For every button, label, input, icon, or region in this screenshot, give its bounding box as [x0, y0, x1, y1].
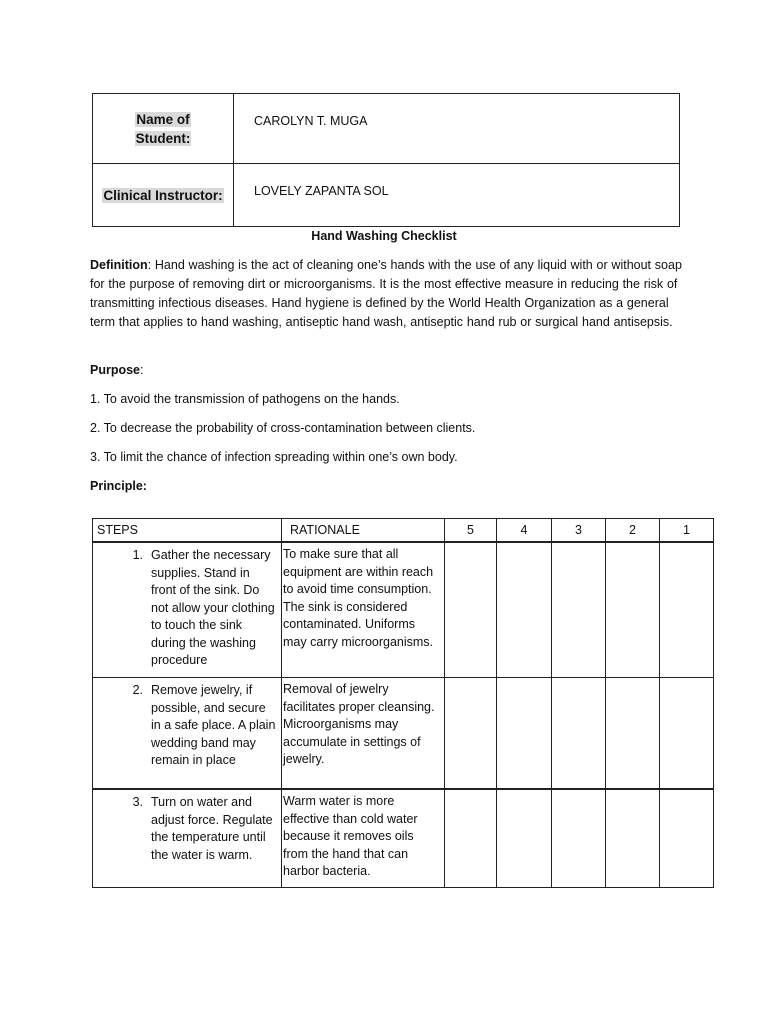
rationale-text: To make sure that all equipment are within reach to avoid time consumption. The sink is considered contaminated. Uniforms may carry microorganisms. — [282, 542, 445, 678]
student-name-cell — [234, 94, 680, 164]
step-number: 1. — [132, 548, 143, 562]
score-cell-1[interactable] — [660, 678, 714, 790]
definition-text: : Hand washing is the act of cleaning one’s hands with the use of any liquid with or without soap for the purpose of removing dirt or microorganisms. It is the most effective measure in reducing the risk of transmitting infectious diseases. Hand hygiene is defined by the World Health Organization as a general term that applies to hand washing, antiseptic hand wash, antiseptic hand rub or surgical hand antisepsis. — [90, 258, 682, 329]
purpose-item-3: 3. To limit the chance of infection spreading within one’s own body. — [90, 450, 458, 464]
score-cell-1[interactable] — [660, 542, 714, 678]
definition-label: Definition — [90, 258, 148, 272]
purpose-heading — [90, 361, 690, 380]
purpose-item-1: 1. To avoid the transmission of pathogens on the hands. — [90, 392, 400, 406]
score-cell-1[interactable] — [660, 789, 714, 888]
col-header-score-5: 5 — [445, 519, 497, 543]
definition-paragraph — [90, 256, 690, 332]
purpose-item-2: 2. To decrease the probability of cross-contamination between clients. — [90, 421, 476, 435]
table-row — [93, 678, 714, 790]
score-cell-2[interactable] — [606, 542, 660, 678]
student-label-line1: Name of — [136, 111, 190, 127]
col-header-score-1: 1 — [660, 519, 714, 543]
score-cell-5[interactable] — [445, 678, 497, 790]
score-cell-3[interactable] — [552, 789, 606, 888]
rationale-text: Warm water is more effective than cold water because it removes oils from the hand that can harbor bacteria. — [282, 789, 445, 888]
score-cell-4[interactable] — [497, 678, 552, 790]
student-label-cell — [93, 94, 234, 164]
score-cell-4[interactable] — [497, 789, 552, 888]
instructor-name: LOVELY ZAPANTA SOL — [254, 184, 389, 199]
principle-heading — [90, 477, 690, 496]
score-cell-2[interactable] — [606, 678, 660, 790]
step-text: Gather the necessary supplies. Stand in front of the sink. Do not allow your clothing to touch the sink during the washing procedure — [151, 548, 275, 667]
instructor-name-cell — [234, 164, 680, 227]
principle-label: Principle: — [90, 479, 147, 493]
step-cell — [93, 789, 282, 888]
col-header-score-3: 3 — [552, 519, 606, 543]
student-name: CAROLYN T. MUGA — [254, 114, 368, 128]
col-header-steps: STEPS — [93, 519, 282, 543]
step-text: Remove jewelry, if possible, and secure in a safe place. A plain wedding band may remain in place — [151, 683, 276, 767]
checklist-header-row — [93, 519, 714, 543]
score-cell-2[interactable] — [606, 789, 660, 888]
col-header-rationale: RATIONALE — [282, 519, 445, 543]
score-cell-4[interactable] — [497, 542, 552, 678]
student-info-table — [92, 93, 680, 227]
table-row — [93, 789, 714, 888]
step-number: 2. — [132, 683, 143, 697]
purpose-label: Purpose — [90, 363, 141, 377]
score-cell-3[interactable] — [552, 542, 606, 678]
instructor-label: Clinical Instructor: — [103, 187, 223, 203]
step-cell — [93, 542, 282, 678]
col-header-score-2: 2 — [606, 519, 660, 543]
score-cell-5[interactable] — [445, 789, 497, 888]
page-title: Hand Washing Checklist — [311, 229, 457, 243]
table-row — [93, 542, 714, 678]
rationale-text: Removal of jewelry facilitates proper cleansing. Microorganisms may accumulate in settings of jewelry. — [282, 678, 445, 790]
purpose-colon: : — [140, 363, 144, 377]
step-number: 3. — [132, 795, 143, 809]
instructor-label-cell — [93, 164, 234, 227]
student-label-line2: Student: — [135, 130, 191, 146]
score-cell-3[interactable] — [552, 678, 606, 790]
step-text: Turn on water and adjust force. Regulate the temperature until the water is warm. — [151, 795, 273, 862]
checklist-table — [92, 518, 714, 888]
step-cell — [93, 678, 282, 790]
score-cell-5[interactable] — [445, 542, 497, 678]
col-header-score-4: 4 — [497, 519, 552, 543]
